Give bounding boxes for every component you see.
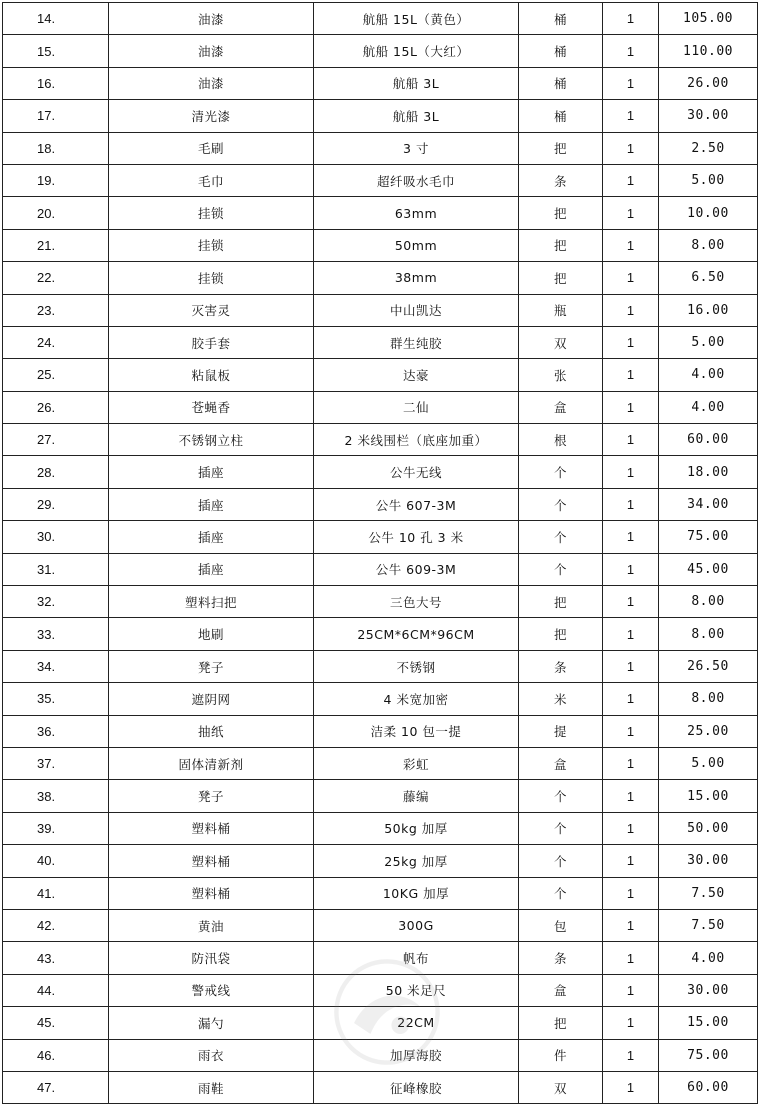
table-row xyxy=(3,1007,758,1039)
item-spec-cell: 二仙 xyxy=(314,391,519,423)
table-row xyxy=(3,456,758,488)
row-number-cell: 46. xyxy=(3,1039,109,1071)
table-row xyxy=(3,294,758,326)
row-number-cell: 32. xyxy=(3,586,109,618)
item-quantity-cell: 1 xyxy=(603,229,659,261)
item-quantity-cell: 1 xyxy=(603,521,659,553)
row-number-cell: 30. xyxy=(3,521,109,553)
row-number-cell: 20. xyxy=(3,197,109,229)
item-unit-cell: 个 xyxy=(519,845,603,877)
row-number-cell: 34. xyxy=(3,650,109,682)
item-spec-cell: 300G xyxy=(314,909,519,941)
item-spec-cell: 4 米宽加密 xyxy=(314,683,519,715)
table-row xyxy=(3,747,758,779)
item-name-cell: 毛巾 xyxy=(109,164,314,196)
row-number-cell: 33. xyxy=(3,618,109,650)
item-price-cell: 5.00 xyxy=(659,164,758,196)
table-row xyxy=(3,618,758,650)
item-name-cell: 塑料扫把 xyxy=(109,586,314,618)
table-row xyxy=(3,877,758,909)
item-spec-cell: 公牛 10 孔 3 米 xyxy=(314,521,519,553)
row-number-cell: 42. xyxy=(3,909,109,941)
table-row xyxy=(3,521,758,553)
item-quantity-cell: 1 xyxy=(603,618,659,650)
price-table xyxy=(2,2,758,1104)
item-name-cell: 油漆 xyxy=(109,67,314,99)
item-unit-cell: 根 xyxy=(519,424,603,456)
row-number-cell: 41. xyxy=(3,877,109,909)
item-unit-cell: 把 xyxy=(519,1007,603,1039)
item-name-cell: 固体清新剂 xyxy=(109,747,314,779)
row-number-cell: 23. xyxy=(3,294,109,326)
item-unit-cell: 桶 xyxy=(519,67,603,99)
item-name-cell: 不锈钢立柱 xyxy=(109,424,314,456)
item-spec-cell: 50mm xyxy=(314,229,519,261)
row-number-cell: 18. xyxy=(3,132,109,164)
item-quantity-cell: 1 xyxy=(603,456,659,488)
item-name-cell: 塑料桶 xyxy=(109,877,314,909)
item-quantity-cell: 1 xyxy=(603,164,659,196)
item-quantity-cell: 1 xyxy=(603,1071,659,1103)
item-quantity-cell: 1 xyxy=(603,3,659,35)
item-unit-cell: 把 xyxy=(519,197,603,229)
item-spec-cell: 25CM*6CM*96CM xyxy=(314,618,519,650)
item-unit-cell: 张 xyxy=(519,359,603,391)
item-name-cell: 警戒线 xyxy=(109,974,314,1006)
row-number-cell: 47. xyxy=(3,1071,109,1103)
item-unit-cell: 个 xyxy=(519,780,603,812)
item-price-cell: 8.00 xyxy=(659,586,758,618)
table-row xyxy=(3,553,758,585)
item-unit-cell: 把 xyxy=(519,262,603,294)
item-price-cell: 4.00 xyxy=(659,359,758,391)
item-spec-cell: 达豪 xyxy=(314,359,519,391)
table-row xyxy=(3,164,758,196)
item-price-cell: 5.00 xyxy=(659,747,758,779)
item-quantity-cell: 1 xyxy=(603,424,659,456)
item-price-cell: 60.00 xyxy=(659,424,758,456)
item-quantity-cell: 1 xyxy=(603,586,659,618)
item-quantity-cell: 1 xyxy=(603,197,659,229)
item-spec-cell: 航船 15L（黄色） xyxy=(314,3,519,35)
table-row xyxy=(3,359,758,391)
item-name-cell: 雨鞋 xyxy=(109,1071,314,1103)
item-price-cell: 105.00 xyxy=(659,3,758,35)
item-unit-cell: 件 xyxy=(519,1039,603,1071)
item-spec-cell: 50 米足尺 xyxy=(314,974,519,1006)
table-body xyxy=(3,3,758,1104)
item-unit-cell: 把 xyxy=(519,586,603,618)
item-spec-cell: 群生纯胶 xyxy=(314,326,519,358)
item-quantity-cell: 1 xyxy=(603,683,659,715)
item-spec-cell: 不锈钢 xyxy=(314,650,519,682)
item-quantity-cell: 1 xyxy=(603,909,659,941)
table-row xyxy=(3,812,758,844)
table-row xyxy=(3,942,758,974)
row-number-cell: 19. xyxy=(3,164,109,196)
item-price-cell: 2.50 xyxy=(659,132,758,164)
row-number-cell: 22. xyxy=(3,262,109,294)
item-price-cell: 18.00 xyxy=(659,456,758,488)
item-price-cell: 25.00 xyxy=(659,715,758,747)
table-row xyxy=(3,197,758,229)
item-price-cell: 5.00 xyxy=(659,326,758,358)
item-unit-cell: 个 xyxy=(519,488,603,520)
item-quantity-cell: 1 xyxy=(603,1039,659,1071)
item-price-cell: 10.00 xyxy=(659,197,758,229)
table-row xyxy=(3,67,758,99)
row-number-cell: 37. xyxy=(3,747,109,779)
item-price-cell: 110.00 xyxy=(659,35,758,67)
item-price-cell: 30.00 xyxy=(659,100,758,132)
item-name-cell: 黄油 xyxy=(109,909,314,941)
item-spec-cell: 22CM xyxy=(314,1007,519,1039)
item-price-cell: 75.00 xyxy=(659,521,758,553)
item-unit-cell: 把 xyxy=(519,132,603,164)
table-row xyxy=(3,586,758,618)
item-spec-cell: 公牛 607-3M xyxy=(314,488,519,520)
row-number-cell: 25. xyxy=(3,359,109,391)
item-name-cell: 清光漆 xyxy=(109,100,314,132)
item-spec-cell: 航船 3L xyxy=(314,100,519,132)
item-price-cell: 7.50 xyxy=(659,909,758,941)
item-quantity-cell: 1 xyxy=(603,67,659,99)
item-price-cell: 34.00 xyxy=(659,488,758,520)
row-number-cell: 39. xyxy=(3,812,109,844)
row-number-cell: 35. xyxy=(3,683,109,715)
item-quantity-cell: 1 xyxy=(603,942,659,974)
table-row xyxy=(3,845,758,877)
item-unit-cell: 米 xyxy=(519,683,603,715)
item-quantity-cell: 1 xyxy=(603,747,659,779)
item-quantity-cell: 1 xyxy=(603,812,659,844)
item-name-cell: 油漆 xyxy=(109,35,314,67)
item-unit-cell: 瓶 xyxy=(519,294,603,326)
table-row xyxy=(3,1039,758,1071)
item-unit-cell: 提 xyxy=(519,715,603,747)
item-spec-cell: 63mm xyxy=(314,197,519,229)
item-spec-cell: 航船 15L（大红） xyxy=(314,35,519,67)
item-price-cell: 30.00 xyxy=(659,974,758,1006)
row-number-cell: 27. xyxy=(3,424,109,456)
item-name-cell: 插座 xyxy=(109,488,314,520)
row-number-cell: 31. xyxy=(3,553,109,585)
item-unit-cell: 条 xyxy=(519,164,603,196)
item-price-cell: 15.00 xyxy=(659,1007,758,1039)
row-number-cell: 29. xyxy=(3,488,109,520)
item-spec-cell: 50kg 加厚 xyxy=(314,812,519,844)
item-spec-cell: 三色大号 xyxy=(314,586,519,618)
item-unit-cell: 个 xyxy=(519,521,603,553)
item-price-cell: 50.00 xyxy=(659,812,758,844)
item-name-cell: 粘鼠板 xyxy=(109,359,314,391)
item-unit-cell: 个 xyxy=(519,456,603,488)
item-name-cell: 塑料桶 xyxy=(109,845,314,877)
row-number-cell: 43. xyxy=(3,942,109,974)
item-quantity-cell: 1 xyxy=(603,845,659,877)
item-quantity-cell: 1 xyxy=(603,488,659,520)
row-number-cell: 21. xyxy=(3,229,109,261)
item-price-cell: 15.00 xyxy=(659,780,758,812)
item-spec-cell: 藤编 xyxy=(314,780,519,812)
table-row xyxy=(3,132,758,164)
row-number-cell: 16. xyxy=(3,67,109,99)
item-unit-cell: 把 xyxy=(519,229,603,261)
item-spec-cell: 彩虹 xyxy=(314,747,519,779)
item-name-cell: 塑料桶 xyxy=(109,812,314,844)
item-spec-cell: 洁柔 10 包一提 xyxy=(314,715,519,747)
item-quantity-cell: 1 xyxy=(603,359,659,391)
item-name-cell: 抽纸 xyxy=(109,715,314,747)
table-row xyxy=(3,424,758,456)
item-quantity-cell: 1 xyxy=(603,1007,659,1039)
table-row xyxy=(3,229,758,261)
item-unit-cell: 桶 xyxy=(519,35,603,67)
item-price-cell: 8.00 xyxy=(659,618,758,650)
row-number-cell: 14. xyxy=(3,3,109,35)
item-price-cell: 16.00 xyxy=(659,294,758,326)
item-spec-cell: 征峰橡胶 xyxy=(314,1071,519,1103)
table-row xyxy=(3,650,758,682)
item-name-cell: 毛刷 xyxy=(109,132,314,164)
item-unit-cell: 盒 xyxy=(519,974,603,1006)
item-name-cell: 遮阴网 xyxy=(109,683,314,715)
row-number-cell: 45. xyxy=(3,1007,109,1039)
item-price-cell: 75.00 xyxy=(659,1039,758,1071)
item-spec-cell: 25kg 加厚 xyxy=(314,845,519,877)
table-row xyxy=(3,780,758,812)
item-name-cell: 插座 xyxy=(109,521,314,553)
row-number-cell: 17. xyxy=(3,100,109,132)
table-row xyxy=(3,262,758,294)
item-price-cell: 4.00 xyxy=(659,391,758,423)
table-row xyxy=(3,488,758,520)
item-price-cell: 26.50 xyxy=(659,650,758,682)
row-number-cell: 36. xyxy=(3,715,109,747)
item-unit-cell: 桶 xyxy=(519,100,603,132)
item-unit-cell: 盒 xyxy=(519,747,603,779)
item-name-cell: 地刷 xyxy=(109,618,314,650)
item-name-cell: 插座 xyxy=(109,553,314,585)
item-unit-cell: 双 xyxy=(519,326,603,358)
item-name-cell: 挂锁 xyxy=(109,229,314,261)
item-name-cell: 防汛袋 xyxy=(109,942,314,974)
item-quantity-cell: 1 xyxy=(603,650,659,682)
table-row xyxy=(3,326,758,358)
table-row xyxy=(3,100,758,132)
item-name-cell: 漏勺 xyxy=(109,1007,314,1039)
item-unit-cell: 条 xyxy=(519,942,603,974)
item-unit-cell: 盒 xyxy=(519,391,603,423)
item-spec-cell: 超纤吸水毛巾 xyxy=(314,164,519,196)
item-name-cell: 雨衣 xyxy=(109,1039,314,1071)
item-unit-cell: 个 xyxy=(519,812,603,844)
table-row xyxy=(3,974,758,1006)
row-number-cell: 38. xyxy=(3,780,109,812)
item-spec-cell: 帆布 xyxy=(314,942,519,974)
item-spec-cell: 10KG 加厚 xyxy=(314,877,519,909)
table-row xyxy=(3,35,758,67)
item-price-cell: 8.00 xyxy=(659,229,758,261)
table-row xyxy=(3,391,758,423)
item-name-cell: 挂锁 xyxy=(109,262,314,294)
item-quantity-cell: 1 xyxy=(603,262,659,294)
item-spec-cell: 2 米线围栏（底座加重） xyxy=(314,424,519,456)
item-unit-cell: 包 xyxy=(519,909,603,941)
item-quantity-cell: 1 xyxy=(603,715,659,747)
item-price-cell: 4.00 xyxy=(659,942,758,974)
item-quantity-cell: 1 xyxy=(603,132,659,164)
item-spec-cell: 38mm xyxy=(314,262,519,294)
item-price-cell: 60.00 xyxy=(659,1071,758,1103)
item-unit-cell: 个 xyxy=(519,877,603,909)
item-quantity-cell: 1 xyxy=(603,974,659,1006)
item-price-cell: 45.00 xyxy=(659,553,758,585)
item-quantity-cell: 1 xyxy=(603,553,659,585)
item-price-cell: 6.50 xyxy=(659,262,758,294)
item-spec-cell: 3 寸 xyxy=(314,132,519,164)
table-row xyxy=(3,3,758,35)
table-row xyxy=(3,683,758,715)
item-name-cell: 油漆 xyxy=(109,3,314,35)
table-row xyxy=(3,715,758,747)
row-number-cell: 28. xyxy=(3,456,109,488)
item-spec-cell: 航船 3L xyxy=(314,67,519,99)
item-unit-cell: 条 xyxy=(519,650,603,682)
item-name-cell: 凳子 xyxy=(109,650,314,682)
document-page xyxy=(2,2,757,1096)
item-name-cell: 苍蝇香 xyxy=(109,391,314,423)
item-unit-cell: 双 xyxy=(519,1071,603,1103)
item-unit-cell: 把 xyxy=(519,618,603,650)
item-quantity-cell: 1 xyxy=(603,780,659,812)
item-price-cell: 30.00 xyxy=(659,845,758,877)
row-number-cell: 40. xyxy=(3,845,109,877)
item-spec-cell: 公牛无线 xyxy=(314,456,519,488)
item-quantity-cell: 1 xyxy=(603,35,659,67)
item-name-cell: 胶手套 xyxy=(109,326,314,358)
item-quantity-cell: 1 xyxy=(603,326,659,358)
item-spec-cell: 中山凯达 xyxy=(314,294,519,326)
row-number-cell: 26. xyxy=(3,391,109,423)
item-quantity-cell: 1 xyxy=(603,100,659,132)
item-name-cell: 插座 xyxy=(109,456,314,488)
item-spec-cell: 公牛 609-3M xyxy=(314,553,519,585)
item-quantity-cell: 1 xyxy=(603,294,659,326)
item-spec-cell: 加厚海胶 xyxy=(314,1039,519,1071)
item-name-cell: 挂锁 xyxy=(109,197,314,229)
row-number-cell: 15. xyxy=(3,35,109,67)
item-price-cell: 26.00 xyxy=(659,67,758,99)
item-name-cell: 灭害灵 xyxy=(109,294,314,326)
item-price-cell: 7.50 xyxy=(659,877,758,909)
row-number-cell: 44. xyxy=(3,974,109,1006)
item-quantity-cell: 1 xyxy=(603,877,659,909)
item-unit-cell: 桶 xyxy=(519,3,603,35)
item-price-cell: 8.00 xyxy=(659,683,758,715)
item-quantity-cell: 1 xyxy=(603,391,659,423)
table-row xyxy=(3,909,758,941)
table-row xyxy=(3,1071,758,1103)
row-number-cell: 24. xyxy=(3,326,109,358)
item-name-cell: 凳子 xyxy=(109,780,314,812)
item-unit-cell: 个 xyxy=(519,553,603,585)
